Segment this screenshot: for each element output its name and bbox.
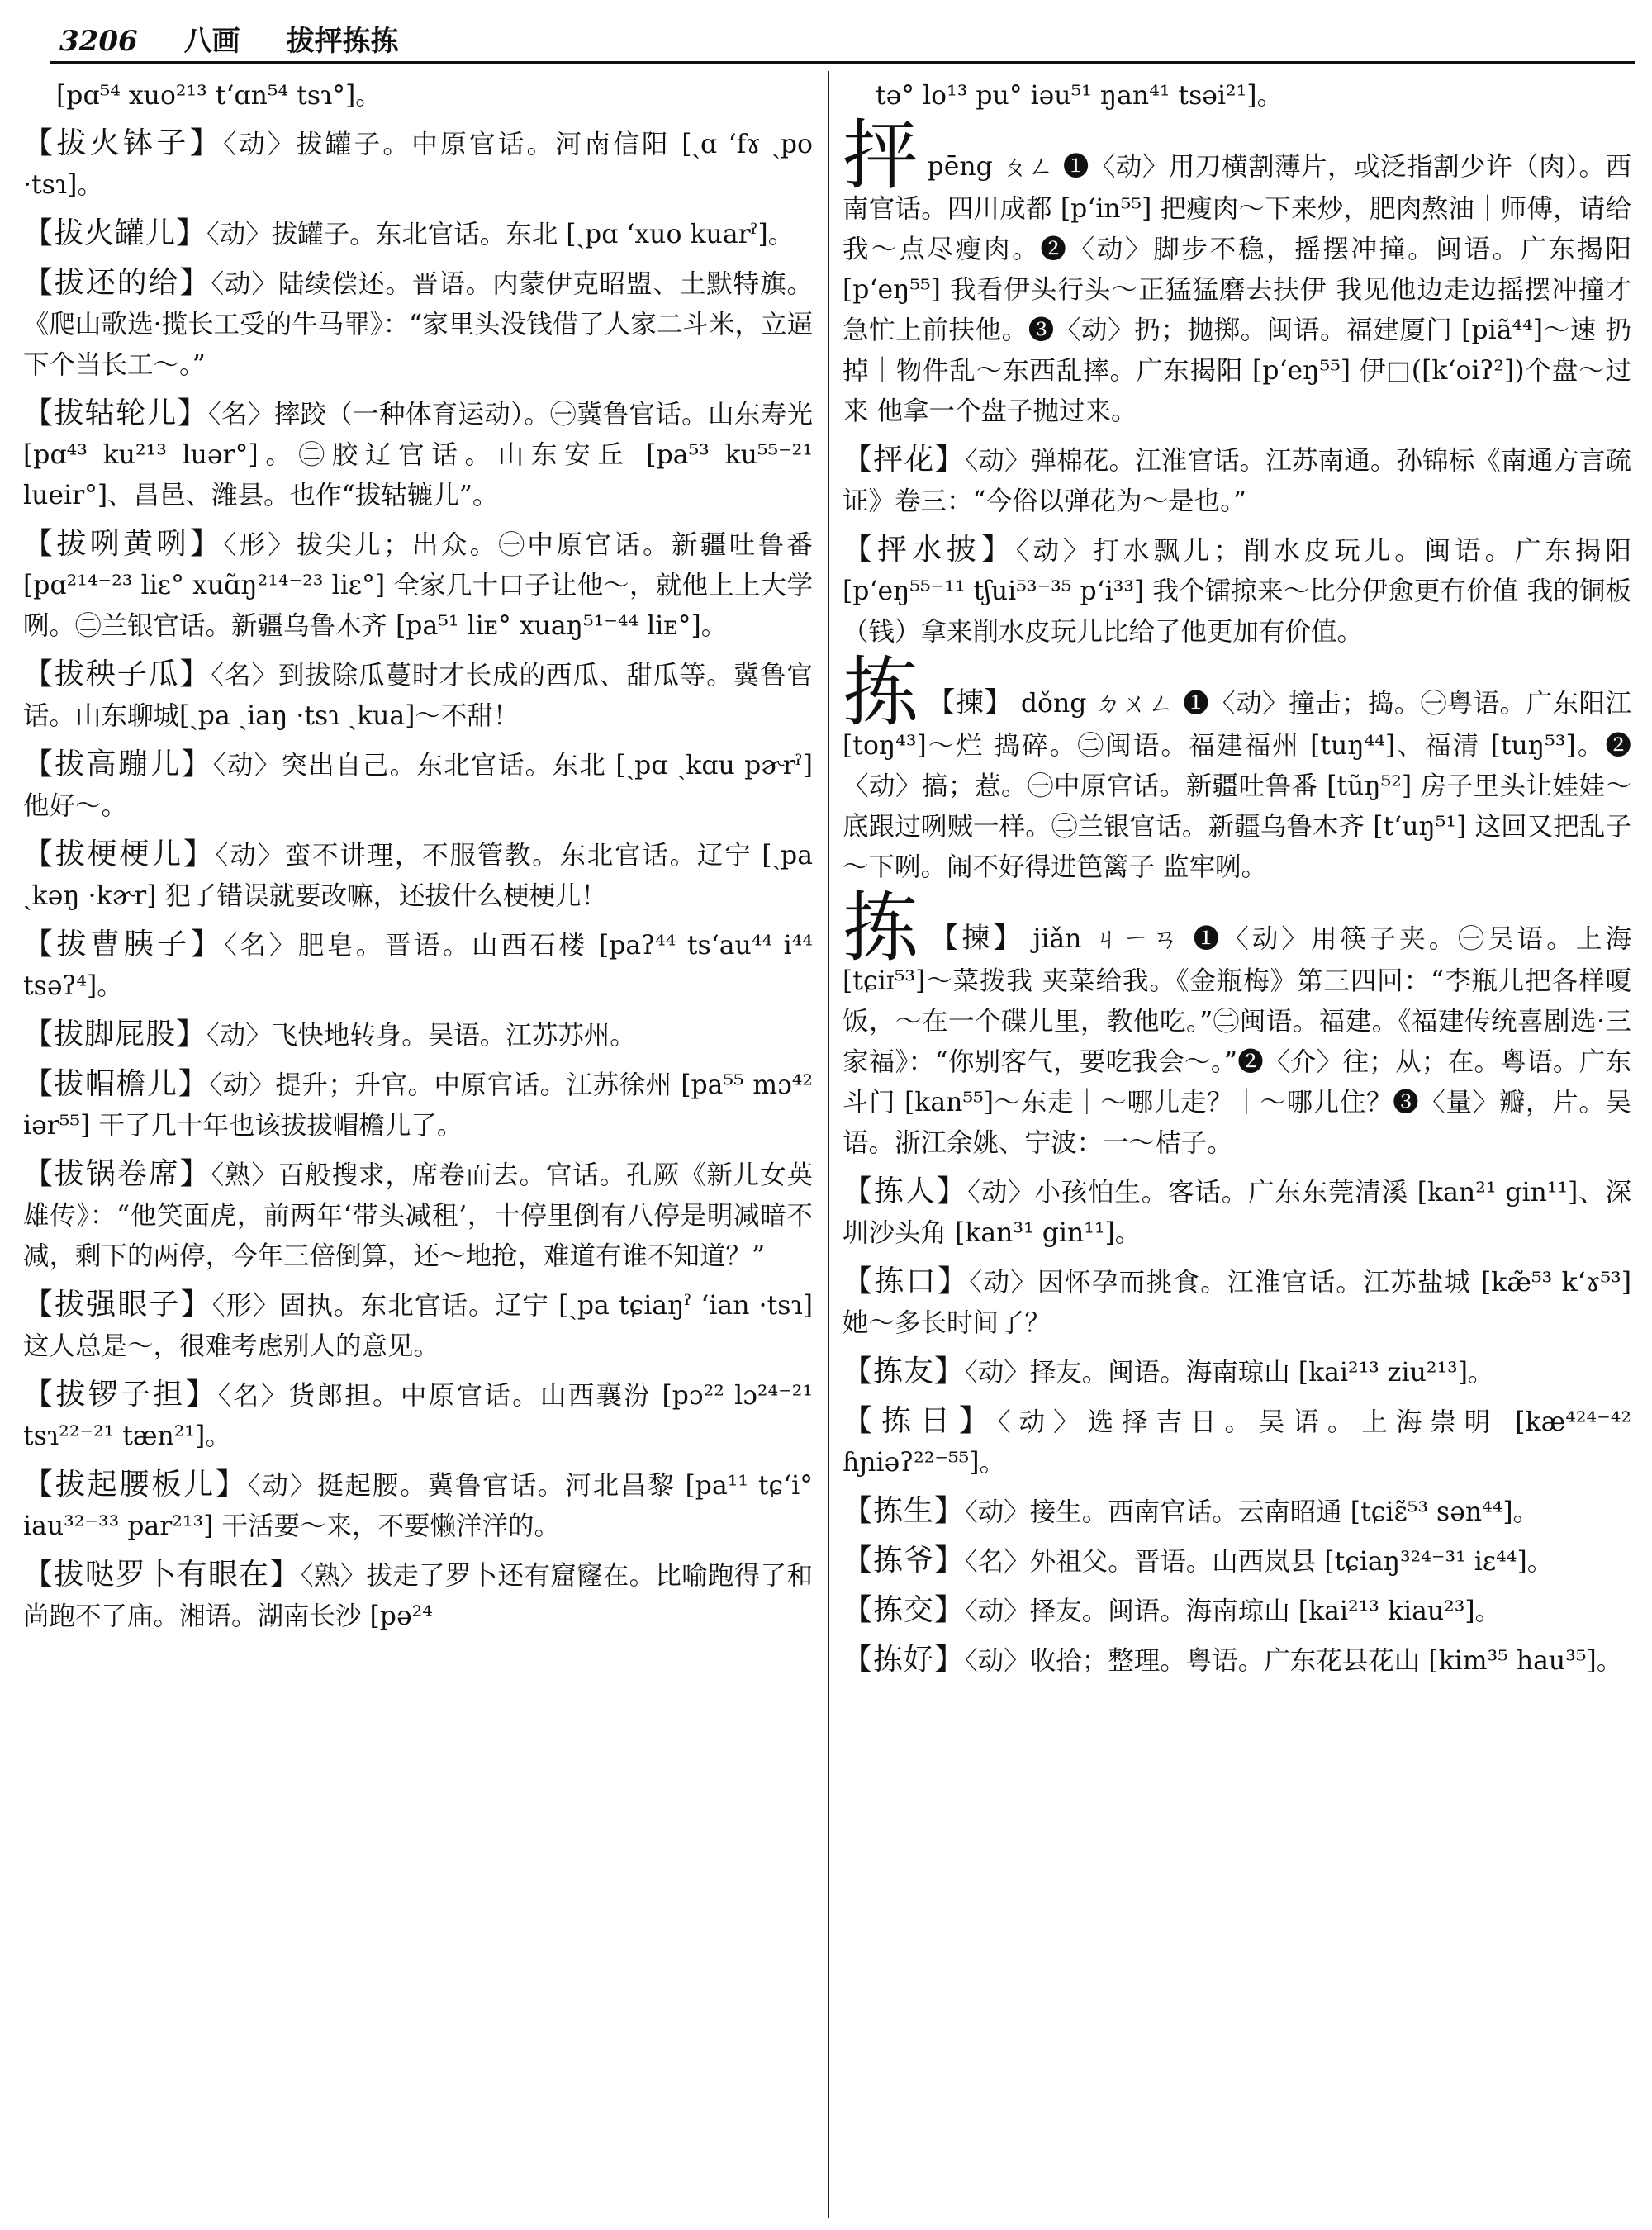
entry-headword: 【拔起腰板儿】: [23, 1468, 248, 1502]
dictionary-entry: [23, 1554, 813, 1637]
dictionary-entry: [23, 924, 813, 1007]
dictionary-entry: [843, 1491, 1631, 1533]
entry-definition: 〈熟〉拔走了罗卜还有窟窿在。比喻跑得了和尚跑不了庙。湘语。湖南长沙 [pə²⁴: [23, 1561, 813, 1631]
entry-headword: 【拔强眼子】: [23, 1288, 212, 1321]
entry-definition: 〈动〉挺起腰。冀鲁官话。河北昌黎 [pa¹¹ tɕʻi° iau³²⁻³³ par²¹³] 干活要～来，不要懒洋洋的。: [23, 1471, 813, 1541]
entry-headword: 【拔梗梗儿】: [23, 837, 216, 871]
entry-headword: 【拔秧子瓜】: [23, 657, 211, 691]
entry-definition: 〈动〉提升；升官。中原官话。江苏徐州 [pa⁵⁵ mɔ⁴² iər⁵⁵] 干了几十年也该拔拔帽檐儿了。: [23, 1070, 813, 1141]
headchar: 拣: [843, 648, 919, 737]
entry-headword: 【拣好】: [843, 1643, 966, 1677]
entry-headword: 【拣日】: [843, 1404, 998, 1438]
dictionary-entry: [23, 123, 813, 206]
entry-headword: 【拔咧黄咧】: [23, 527, 224, 561]
entry-definition: 〈动〉择友。闽语。海南琼山 [kai²¹³ kiau²³]。: [965, 1597, 1502, 1626]
entry-definition: 〈名〉到拔除瓜蔓时才长成的西瓜、甜瓜等。冀鲁官话。山东聊城[ˏpa ˏiaŋ ·tsɿ ˏkua]～不甜！: [23, 661, 813, 731]
entry-headword: 【拔高蹦儿】: [23, 747, 213, 781]
dictionary-entry: [23, 1014, 813, 1056]
entry-headword: 【拔锅卷席】: [23, 1157, 211, 1191]
entry-headword: 【拣生】: [843, 1494, 966, 1528]
entry-definition: 〈动〉突出自己。东北官话。东北 [ˏpɑ ˏkɑu pɚrˀ] 他好～。: [23, 751, 813, 821]
entry-definition: jiǎn ㄐㄧㄢ ❶〈动〉用筷子夹。㊀吴语。上海 [tɕiɪ⁵³]～菜拨我 夹菜给我。《金瓶梅》第三四回：“李瓶儿把各样嗄饭，～在一个碟儿里，教他吃。”㊁闽语。福建。《福建传统喜剧选·三家福》：“你别客气，要吃我会～。”❷〈介〉往；从；在。粤语。广东斗门 [kan⁵⁵]～东走｜～哪儿走？｜～哪儿住？❸〈量〉瓣，片。吴语。浙江余姚、宁波：一～桔子。: [843, 924, 1631, 1158]
entry-definition: 〈形〉固执。东北官话。辽宁 [ˏpa tɕiaŋˀ ʻian ·tsɿ] 这人总是～，很难考虑别人的意见。: [23, 1291, 813, 1361]
entry-definition: 〈名〉外祖父。晋语。山西岚县 [tɕiaŋ³²⁴⁻³¹ iɛ⁴⁴]。: [965, 1547, 1554, 1577]
entry-headword: 【拣人】: [843, 1174, 968, 1208]
dictionary-entry: [23, 744, 813, 827]
entry-definition: 〈动〉拔罐子。东北官话。东北 [ˏpɑ ʻxuo kuarˀ]。: [206, 220, 795, 249]
entry-definition: 〈动〉飞快地转身。吴语。江苏苏州。: [206, 1021, 636, 1051]
entry-headword: 【拔哒罗卜有眼在】: [23, 1558, 301, 1592]
section-title: 八画: [183, 25, 240, 58]
entry-definition: 〈动〉择友。闽语。海南琼山 [kai²¹³ ziu²¹³]。: [965, 1358, 1494, 1388]
entry-headword: 【拣友】: [843, 1355, 966, 1388]
entry-definition: 〈动〉选择吉日。吴语。上海崇明 [kæ⁴²⁴⁻⁴² ɦɲiəʔ²²⁻⁵⁵]。: [843, 1407, 1631, 1478]
dictionary-entry: [843, 1351, 1631, 1393]
entry-definition: 〈动〉收拾；整理。粤语。广东花县花山 [kim³⁵ hau³⁵]。: [965, 1646, 1623, 1676]
entry-headword: 【拔轱轮儿】: [23, 396, 208, 430]
entry-headword: 【拔脚屁股】: [23, 1018, 207, 1051]
peng-entry-list: [843, 439, 1631, 652]
dictionary-entry: [23, 213, 813, 255]
dictionary-entry: [23, 393, 813, 516]
dictionary-entry: [23, 1464, 813, 1547]
dictionary-entry: [23, 1374, 813, 1457]
column-divider: [828, 71, 829, 2218]
entry-headword: 【拔火钵子】: [23, 126, 224, 160]
variant-form: 【揀】: [927, 686, 1013, 719]
header-chars: 拔抨拣拣: [286, 25, 399, 58]
entry-definition: 〈形〉拔尖儿；出众。㊀中原官话。新疆吐鲁番 [pɑ²¹⁴⁻²³ liɛ° xuɑ̃ŋ²¹⁴⁻²³ liɛ°] 全家几十口子让他～，就他上上大学咧。㊁兰银官话。新疆乌鲁木齐 [pa⁵¹ liᴇ° xuaŋ⁵¹⁻⁴⁴ liᴇ°]。: [23, 530, 813, 641]
entry-headword: 【拣爷】: [843, 1544, 966, 1578]
entry-definition: 〈动〉拔罐子。中原官话。河南信阳 [ˏɑ ʻfɤ ˏpo ·tsɿ]。: [23, 130, 813, 200]
entry-definition: 〈动〉因怀孕而挑食。江淮官话。江苏盐城 [kæ̃⁵³ kʻɤ⁵³] 她～多长时间了？: [843, 1268, 1631, 1338]
dictionary-entry: [843, 1590, 1631, 1632]
dictionary-entry: [23, 1154, 813, 1277]
entry-headword: 【拔还的给】: [23, 266, 211, 300]
right-column: [843, 76, 1631, 2223]
headchar-entry-peng: [843, 112, 1631, 432]
entry-definition: 〈动〉陆续偿还。晋语。内蒙伊克昭盟、土默特旗。《爬山歌选·揽长工受的牛马罪》：“家里头没钱借了人家二斗米，立逼下个当长工～。”: [23, 269, 813, 380]
entry-headword: 【拔帽檐儿】: [23, 1067, 210, 1101]
entry-definition: 〈动〉小孩怕生。客话。广东东莞清溪 [kan²¹ gin¹¹]、深圳沙头角 [kan³¹ gin¹¹]。: [843, 1178, 1631, 1248]
entry-definition: 〈名〉摔跤（一种体育运动）。㊀冀鲁官话。山东寿光 [pɑ⁴³ ku²¹³ luər°]。㊁胶辽官话。山东安丘 [pa⁵³ ku⁵⁵⁻²¹ lueir°]、昌邑、潍县。也作“拔轱辘儿”。: [23, 400, 813, 510]
left-entry-list: [23, 123, 813, 1637]
entry-headword: 【拔锣子担】: [23, 1378, 218, 1412]
entry-headword: 【拔曹胰子】: [23, 928, 225, 961]
dictionary-entry: [843, 1171, 1631, 1254]
jian-entry-list: [843, 1171, 1631, 1682]
dictionary-entry: [23, 1284, 813, 1367]
entry-definition: 〈动〉蛮不讲理，不服管教。东北官话。辽宁 [ˏpa ˏkəŋ ·kɚr] 犯了错误就要改嘛，还拔什么梗梗儿！: [23, 841, 813, 911]
headchar: 拣: [843, 884, 923, 972]
dictionary-entry: [23, 524, 813, 647]
headchar: 抨: [843, 112, 919, 200]
dictionary-entry: [843, 1639, 1631, 1682]
dictionary-entry: [843, 529, 1631, 652]
headchar-entry-dong: [843, 648, 1631, 888]
continued-text: [pɑ⁵⁴ xuo²¹³ tʻɑn⁵⁴ tsɿ°]。: [56, 81, 382, 111]
dictionary-entry: [843, 1401, 1631, 1483]
dictionary-entry: [23, 654, 813, 737]
entry-headword: 【拣口】: [843, 1264, 970, 1298]
entry-definition: 〈动〉弹棉花。江淮官话。江苏南通。孙锦标《南通方言疏证》卷三：“今俗以弹花为～是也。”: [843, 446, 1631, 516]
dictionary-entry: [843, 1261, 1631, 1344]
entry-definition: dǒng ㄉㄨㄥ ❶〈动〉撞击；捣。㊀粤语。广东阳江 [toŋ⁴³]～烂 捣碎。㊁闽语。福建福州 [tuŋ⁴⁴]、福清 [tuŋ⁵³]。❷〈动〉搞；惹。㊀中原官话。新疆吐鲁番 [tũŋ⁵²] 房子里头让娃娃～底跟过咧贼一样。㊁兰银官话。新疆乌鲁木齐 [tʻuŋ⁵¹] 这回又把乱子～下咧。闹不好得进笆篱子 监牢咧。: [843, 689, 1631, 882]
page-header: [59, 18, 1629, 58]
entry-definition: pēng ㄆㄥ ❶〈动〉用刀横割薄片，或泛指割少许（肉）。西南官话。四川成都 [pʻin⁵⁵] 把瘦肉～下来炒，肥肉熬油｜师傅，请给我～点尽瘦肉。❷〈动〉脚步不稳，摇摆冲撞。闽语。广东揭阳 [pʻeŋ⁵⁵] 我看伊头行头～正猛猛磨去扶伊 我见他边走边摇摆冲撞才急忙上前扶他。❸〈动〉扔；抛掷。闽语。福建厦门 [piã⁴⁴]～速 扔掉｜物件乱～东西乱摔。广东揭阳 [pʻeŋ⁵⁵] 伊□([kʻoiʔ²])个盘～过来 他拿一个盘子抛过来。: [843, 152, 1631, 426]
dictionary-entry: [843, 1540, 1631, 1582]
entry-definition: 〈名〉肥皂。晋语。山西石楼 [paʔ⁴⁴ tsʻau⁴⁴ i⁴⁴ tsəʔ⁴]。: [23, 931, 813, 1001]
headchar-entry-jian: [843, 884, 1631, 1164]
dictionary-entry: [843, 439, 1631, 522]
entry-headword: 【拔火罐儿】: [23, 216, 207, 250]
entry-definition: 〈熟〉百般搜求，席卷而去。官话。孔厥《新儿女英雄传》：“他笑面虎，前两年‘带头减租’，十停里倒有八停是明减暗不减，剩下的两停，今年三倍倒算，还～地抢，难道有谁不知道？”: [23, 1160, 813, 1271]
entry-definition: 〈名〉货郎担。中原官话。山西襄汾 [pɔ²² lɔ²⁴⁻²¹ tsɿ²²⁻²¹ tæn²¹]。: [23, 1381, 813, 1451]
entry-headword: 【抨花】: [843, 443, 966, 477]
page-number: 3206: [59, 25, 138, 58]
entry-definition: 〈动〉接生。西南官话。云南昭通 [tɕiɛ̃⁵³ sən⁴⁴]。: [965, 1497, 1540, 1527]
dictionary-entry: [23, 1064, 813, 1146]
entry-headword: 【拣交】: [843, 1593, 966, 1627]
header-rule: [50, 61, 1635, 64]
dictionary-entry: [23, 834, 813, 917]
dictionary-entry: [23, 263, 813, 386]
entry-headword: 【抨水披】: [843, 533, 1016, 567]
variant-form: 【揀】: [930, 922, 1025, 955]
left-column: [23, 76, 813, 2223]
entry-definition: 〈动〉打水飘儿；削水皮玩儿。闽语。广东揭阳 [pʻeŋ⁵⁵⁻¹¹ tʃui⁵³⁻³⁵ pʻi³³] 我个镭掠来～比分伊愈更有价值 我的铜板（钱）拿来削水皮玩儿比给了他更加有价值。: [843, 536, 1631, 647]
continued-text: tə° lo¹³ pu° iəu⁵¹ ŋan⁴¹ tsəi²¹]。: [876, 81, 1284, 111]
